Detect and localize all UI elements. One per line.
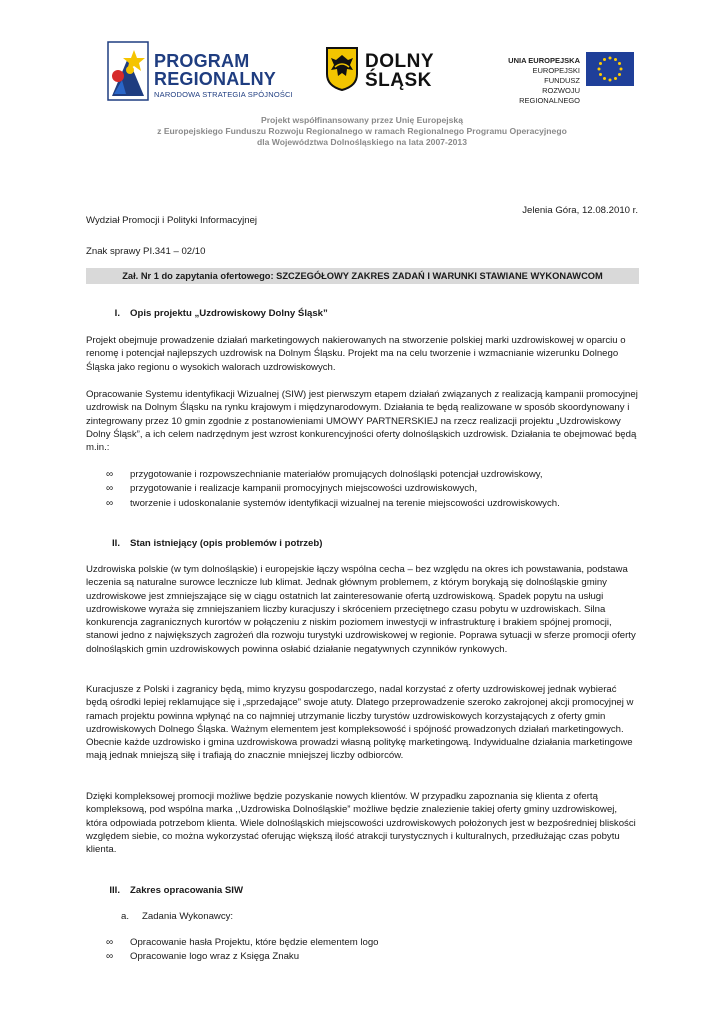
program-regionalny-emblem-icon — [106, 40, 150, 102]
section-2-paragraph-1: Uzdrowiska polskie (w tym dolnośląskie) i europejskie łączy wspólna cecha – bez względu na okres ich powstawania, podstawa leczenia są naturalne surowce lecznicze lub klimat. Jednak głównym problemem, z którym borykają się dolnośląskie gminy uzdrowiskowe jest zmniejszające się w ciągu ostatnich lat zainteresowanie ofertą uzdrowiskową. Spadek popytu na usługi uzdrowiskowe wyraża się zmniejszaniem liczby kuracjuszy i skróceniem przeciętnego czasu pobytu w uzdrowiskach. Silna konkurencja zagranicznych kurortów w połączeniu z niskim poziomem inwestycji w infrastrukturę i brakiem spójnej promocji, stanowi jedno z największych zagrożeń dla rozwoju turystyki uzdrowiskowej w regionie. Poprawa sytuacji w sferze promocji oferty dolnośląskich gmin uzdrowiskowych powinna osłabić działanie negatywnych czynników rynkowych. — [86, 564, 636, 655]
section-3-number: III. — [109, 885, 120, 896]
section-1-heading — [86, 307, 638, 320]
bullet-icon: ∞ — [106, 937, 114, 948]
eu-logo — [506, 50, 636, 105]
section-3-title: Zakres opracowania SIW — [130, 885, 244, 896]
section-2-paragraph-3: Dzięki kompleksowej promocji możliwe będzie pozyskanie nowych klientów. W przypadku zapoznania się klienta z ofertą kompleksową, pod wspólna marka ,,Uzdrowiska Dolnośląskie” możliwe będzie znalezienie takiej oferty gminy uzdrowiskowej, która odpowiada potrzebom klienta. Wiele dolnośląskich miejscowości uzdrowiskowych położonych jest w bezpośredniej bliskości względem siebie, co można wykorzystać oferując większą ilość atrakcji turystycznych i kulturalnych, przedłużając czas pobytu klienta. — [86, 791, 636, 856]
section-1-paragraph-1: Projekt obejmuje prowadzenie działań marketingowych nakierowanych na stworzenie polskiej marki uzdrowiskowej w oparciu o renomę i potencjał najlepszych uzdrowisk na Dolnym Śląsku. Projekt ma na celu tworzenie i wzmacnianie wizerunku Dolnego Śląska jako regionu o wysokich walorach uzdrowiskowych. — [86, 335, 626, 373]
program-logo-line2: REGIONALNY — [154, 69, 277, 89]
region-logo-title — [365, 52, 434, 90]
subpoint-letter: a. — [120, 911, 129, 922]
section-1-number: I. — [114, 308, 120, 319]
cofinancing-line-3: dla Województwa Dolnośląskiego na lata 2007-2013 — [257, 137, 467, 147]
attachment-title: Zał. Nr 1 do zapytania ofertowego: SZCZEGÓŁOWY ZAKRES ZADAŃ I WARUNKI STAWIANE WYKONAWCOM — [122, 271, 603, 281]
region-logo-line2: ŚLĄSK — [365, 70, 432, 91]
subpoint-text: Zadania Wykonawcy: — [142, 911, 234, 922]
region-logo-line1: DOLNY — [365, 51, 434, 72]
section-2-title: Stan istniejący (opis problemów i potrzeb) — [130, 538, 323, 549]
section-1-paragraph-2: Opracowanie Systemu identyfikacji Wizualnej (SIW) jest pierwszym etapem działań związanych z realizacją kampanii promocyjnej uzdrowisk na Dolnym Śląsku na rynku krajowym i międzynarodowym. Działania te będą realizowane w sposób skoordynowany i zintegrowany przez 10 gmin zgodnie z postanowieniami UMOWY PARTNERSKIEJ na rzecz realizacji projektu „Uzdrowiskowy Dolny Śląsk”, a ich celem nadrzędnym jest wzrost konkurencyjności oferty dolnośląskich uzdrowisk. Działania te obejmować będą m.in.: — [86, 389, 638, 454]
list-item — [86, 936, 638, 949]
program-logo-subtitle: NARODOWA STRATEGIA SPÓJNOŚCI — [154, 90, 293, 99]
section-3-bullet-list — [86, 936, 638, 965]
eu-flag-icon — [586, 52, 634, 86]
list-item-text: Opracowanie hasła Projektu, które będzie elementem logo — [130, 937, 379, 948]
section-2-paragraph-2: Kuracjusze z Polski i zagranicy będą, mimo kryzysu gospodarczego, nadal korzystać z oferty uzdrowiskowej jednak wybierać będą ośrodki lepiej reklamujące się i „sprzedające” swoje atuty. Dlatego przeprowadzenie szeroko zakrojonej akcji promocyjnej w ramach projektu powinna wpłynąć na co najmniej utrzymanie liczby turystów uzdrowiskowych korzystających z oferty gmin uzdrowiskowych Dolnego Śląska. Ważnym elementem jest kompleksowość i spójność prowadzonych działań marketingowych. Obecnie każde uzdrowisko i gmina uzdrowiskowa prowadzi własną politykę marketingową. Indywidualne działania marketingowe mają jednak mniejszą siłę i trafiają do znacznie mniejszej liczby odbiorców. — [86, 684, 634, 762]
bullet-icon: ∞ — [106, 469, 114, 480]
list-item-text: przygotowanie i rozpowszechnianie materiałów promujących dolnośląski potencjał uzdrowiskowy, — [130, 469, 543, 480]
list-item-text: Opracowanie logo wraz z Księga Znaku — [130, 951, 300, 963]
case-number: Znak sprawy PI.341 – 02/10 — [86, 246, 206, 257]
department: Wydział Promocji i Polityki Informacyjnej — [86, 215, 258, 226]
section-3-heading — [86, 884, 638, 897]
list-item-text: przygotowanie i realizacje kampanii promocyjnych miejscowości uzdrowiskowych, — [130, 483, 478, 495]
program-regionalny-logo — [106, 40, 316, 108]
list-item — [86, 950, 638, 963]
cofinancing-line-1: Projekt współfinansowany przez Unię Europejską — [260, 115, 463, 125]
section-3-subpoint — [86, 910, 638, 923]
list-item-text: tworzenie i udoskonalanie systemów identyfikacji wizualnej na terenie miejscowości uzdrowiskowych. — [130, 497, 560, 509]
program-logo-title — [154, 52, 276, 88]
place-date: Jelenia Góra, 12.08.2010 r. — [522, 205, 638, 216]
bullet-icon: ∞ — [106, 497, 114, 509]
section-2-heading — [86, 537, 638, 550]
dolny-slask-logo — [325, 46, 445, 96]
section-2-number: II. — [112, 538, 120, 549]
list-item — [86, 482, 638, 495]
section-1-bullet-list — [86, 468, 638, 511]
section-1-title: Opis projektu „Uzdrowiskowy Dolny Śląsk” — [130, 308, 328, 319]
bullet-icon: ∞ — [106, 483, 114, 495]
eu-logo-line1: UNIA EUROPEJSKA — [508, 56, 580, 65]
eu-logo-line3: ROZWOJU REGIONALNEGO — [519, 86, 580, 105]
eagle-shield-icon — [325, 46, 359, 92]
program-logo-line1: PROGRAM — [154, 51, 250, 71]
eu-logo-line2: EUROPEJSKI FUNDUSZ — [532, 66, 580, 85]
list-item — [86, 497, 638, 510]
list-item — [86, 468, 638, 481]
cofinancing-line-2: z Europejskiego Funduszu Rozwoju Regionalnego w ramach Regionalnego Programu Operacyjnego — [157, 126, 567, 136]
bullet-icon: ∞ — [106, 951, 114, 963]
eu-logo-text — [506, 56, 580, 106]
